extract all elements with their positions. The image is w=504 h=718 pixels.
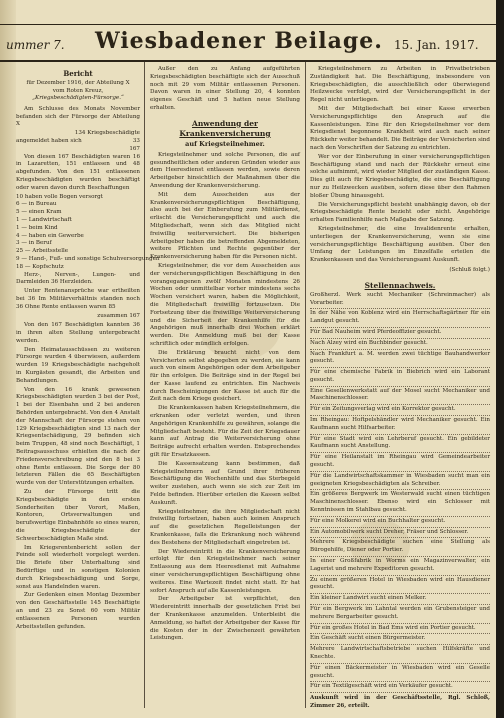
paragraph: Den Heimatausschüssen zu weiteren Fürsorge wurden 4 überwiesen, außerdem wurden 19 Kriegsbeschädigte nachgeholt in Kurgästen gesandt, die Arbeiten und Behandlungen. (16, 346, 140, 384)
list-item: 25 — Arbeitsstelle (16, 248, 69, 255)
job-listing: Für einen Bäckermeister in Wiesbaden wird ein Geselle gesucht. (310, 665, 490, 683)
paragraph: Der Wiedereintritt in die Krankenversicherung erfolgt für den Kriegsteilnehmer nach seiner Entlassung aus dem Heeresdienst mit Aufnahme einer versicherungspflichtigen Beschäftigung ohne weiteres. Eine Wartezeit findet nicht statt. Er hat sofort Anspruch auf alle Kassenleistungen. (150, 548, 300, 594)
paragraph: Zu der Fürsorge tritt die Kriegsbeschädigte in den ersten Sonderheiten über Vorort, Maßen, Kontoren, Ortsverwaltungen und berufswertige Einbahnhöfe so eines waren, die Kriegsbeschädigte der Schwerbeschädigten Maße sind. (16, 489, 140, 542)
scan-edge (496, 0, 504, 718)
job-listing: Nach Alzey wird ein Buchbinder gesucht. (310, 340, 490, 350)
paragraph: Wer vor der Einberufung in einer versicherungspflichtigen Beschäftigung stand und nach der Rückkehr erneut eine solche aufnimmt, wird wieder Mitglied der zuständigen Kasse. Dies gilt auch für Kriegsbeschädigte, die eine Beschäftigung nur zu Heilzwecken ausüben, sofern diese über den Rahmen bloßer Übung hinausgeht. (310, 153, 490, 199)
list-item: 18 — Kopfschutz (16, 263, 64, 270)
column-1 (16, 66, 160, 706)
paragraph: Mit der Mitgliedschaft bei einer Kasse erwerben Versicherungspflichtige den Anspruch auf die Kassenleistungen. Eine für den Kriegsteilnehmer vor dem Kriegsdienst begonnene Krankheit wird auch nach seiner Rückkehr weiter behandelt. Die Beiträge der Versicherten sind nach den Vorschriften der Satzung zu entrichten. (310, 105, 490, 151)
job-listing: Ein größeres Bergwerk im Westerwald sucht einen tüchtigen Maschinenschlosser. Ebenso wird ein Schlosser mit Kenntnissen im Stahlbau gesucht. (310, 491, 490, 516)
job-listing: In der Nähe von Koblenz wird ein Herrschaftsgärtner für ein Landgut gesucht. (310, 310, 490, 328)
paragraph: Der Arbeitgeber ist verpflichtet, den Wiedereintritt innerhalb der gesetzlichen Frist bei der Krankenkasse anzumelden. Unterbleibt die Anmeldung, so haftet der Arbeitgeber der Kasse für die Kosten der in der Zwischenzeit gewährten Leistungen. (150, 596, 300, 642)
job-listing: Für eine Stadt wird ein Lehrberuf gesucht. Ein gebildeter Kaufmann sucht Anstellung. (310, 436, 490, 454)
issue-number: ummer 7. (6, 38, 65, 52)
paragraph: Die Erklärung braucht nicht von dem Versicherten selbst abgegeben zu werden, sie kann auch von einem Angehörigen oder dem Arbeitgeber für ihn erfolgen. Die Beiträge sind in der Regel bei der Kasse laufend zu entrichten. Ein Nachweis durch Bescheinigungen der Kasse ist auch für die Zeit nach dem Kriege gesichert. (150, 349, 300, 403)
job-listings (310, 292, 490, 693)
article-subtitle: auf Kriegsteilnehmer. (185, 139, 265, 148)
paragraph: Am Schlusse des Monats November befanden sich der Fürsorge der Abteilung X (16, 105, 140, 128)
paragraph: Herz-, Nerven-, Lungen- und Darmleiden 36 Herzleiden. (16, 271, 140, 286)
list-item: 3 — in Beruf (16, 240, 52, 247)
column-3 (310, 66, 490, 709)
paragraph: Außer den zu Anfang aufgeführten Kriegsbeschädigten beschäftigte sich der Ausschuß noch mit 29 vom Militär entlassenen Personen. Davon waren in einer Stellung 20, 4 konnten eigenes Geschäft und 5 hatten neue Stellung erhalten. (150, 66, 300, 111)
paragraph: Im Kriegsrentenbericht sollen der Feinde soll wiederholt vorgelegt werden. Die Briefe über Unterhaltung sind Bedürftige und in sonstigen Kolonien durch Kriegsbeschädigung und Sorge, sonst aus Handelnden waren. (16, 544, 140, 590)
list-item: 5 — einen Kram (16, 209, 62, 216)
report-subtitle: vom Roten Kreuz, (52, 87, 104, 94)
column-divider (144, 62, 145, 708)
job-listing: Für eine chemische Fabrik in Biebrich wird ein Laborant gesucht. (310, 369, 490, 387)
paragraph: Die Kassensatzung kann bestimmen, daß Kriegsteilnehmern auf Grund ihrer früheren Beschäftigung die Wochenhilfe und das Sterbegeld weiter zustehen, auch wenn sie sich zur Zeit im Felde befinden. Hierüber erteilen die Kassen selbst Auskunft. (150, 460, 300, 506)
paragraph: Kriegsteilnehmern zu Arbeiten in Privatbetrieben Zuständigkeit hat. Die Beschäftigung, insbesondere von Kriegsbeschädigten, die ausschließlich oder überwiegend Heilzwecke verfolgt, wird der Versicherungspflicht in der Regel nicht unterliegen. (310, 66, 490, 104)
job-listing: Für eine Heilanstalt im Rheingau wird Gemeindearbeiter gesucht. (310, 454, 490, 472)
job-listing: Im Rheingau: Hoftpelshändler wird Mechaniker gesucht. Ein Kaufmann sucht Hilfsarbeiter. (310, 417, 490, 435)
paragraph: Kriegsteilnehmer und solche Personen, die auf gesundheitlichen oder anderen Gründen wieder aus dem Heeresdienst entlassen werden, sowie deren Arbeitgeber hinsichtlich der Maßnahmen über die Anwendung der Krankenversicherung. (150, 151, 300, 189)
footer-note: Auskunft wird in der Geschäftsstelle, Rgl. Schloß, Zimmer 26, erteilt. (310, 695, 490, 709)
paragraph: Die Versicherungspflicht besteht unabhängig davon, ob der Kriegsbeschädigte Rente bezieht oder nicht. Angehörige erhalten Familienhilfe nach Maßgabe der Satzung. (310, 201, 490, 224)
paragraph: Von den 16 krank gewesenen Kriegsbeschädigten wurden 3 bei der Post, 1 bei der Eisenbahn und 2 bei anderen Behörden untergebracht. Von den 4 Anstalt der Mannschaft der Fürsorge stehen von 129 Kriegsbeschädigten sind 13 nach der Kriegsentschädigung, 29 befinden sich beim Truppen, 48 sind noch Beschäftigt, 1 Beitragsausschuss erhielten die nach der Friedensverschreibung sind den 8 bei 3 ohne Rente entlassen. Die Sorge der 80 letzteren Fällen die 65 Beschäftigten wurde von der Unterstützungen erhalten. (16, 386, 140, 487)
job-listing: Für ein Textilgeschäft wird ein Verkäufer gesucht. (310, 683, 490, 693)
paragraph: Kriegsteilnehmer, die vor dem Ausscheiden aus der versicherungspflichtigen Beschäftigung in den vorangegangenen zwölf Monaten mindestens 26 Wochen oder unmittelbar vorher mindestens sechs Wochen versichert waren, haben die Möglichkeit, die Mitgliedschaft freiwillig fortzusetzen. Die Fortsetzung über die freiwillige Weiterversicherung und die Sicherheit der Krankenhilfe für die Angehörigen muß innerhalb drei Wochen erklärt werden. Die Anmeldung muß bei der Kasse schriftlich oder mündlich erfolgen. (150, 262, 300, 347)
job-listing: Für Bad Nauheim wird Pferdeoffizier gesucht. (310, 329, 490, 339)
list-item: 10 haben volle Bogen versorgt (16, 193, 103, 200)
report-heading: Bericht (63, 69, 93, 78)
masthead (0, 28, 504, 58)
stat-row: 167 (129, 145, 140, 152)
column-divider (305, 62, 306, 708)
job-listing: Für ein Bergwerk im Lahntal werden ein Grubensteiger und mehrere Bergarbeiter gesucht. (310, 606, 490, 624)
job-listing: Nach Frankfurt a. M. werden zwei tüchtige Bauhandwerker gesucht. (310, 351, 490, 369)
job-listing: Ein Geschäft sucht einen Bürgermeister. (310, 635, 490, 645)
paragraph: Unter Rentenansprüche war ertheilten bei 36 Im Militärverhältnis standen noch 36 Ohne Rente entlassen waren 85 (16, 288, 140, 310)
newspaper-title: Wiesbadener Beilage. (95, 28, 383, 54)
list-item: 1 — beim Kind (16, 224, 58, 231)
list-item: 4 — haben ein Gewerbe (16, 232, 84, 239)
list-item: 9 — Hand-, Fuß- und sonstige Schuhversorgungen (16, 255, 160, 262)
job-listing: Eine Gesellenwerkstatt auf der Mosel sucht Mechaniker und Maschinenschlosser. (310, 388, 490, 406)
job-listing: Mehrere Kriegsbeschädigte suchen eine Stellung als Bürogehilfe, Diener oder Portier. (310, 539, 490, 557)
report-subtitle: für Dezember 1916, der Abteilung X (26, 80, 130, 86)
continuation-note: (Schluß folgt.) (449, 266, 490, 273)
column-2 (150, 66, 300, 706)
job-listing: Für ein Zeitungsverlag wird ein Korrektor gesucht. (310, 406, 490, 416)
article-title: Anwendung der Krankenversicherung (179, 118, 271, 138)
job-listing: Für die Landwirtschaftskammer in Wiesbaden sucht man ein geeigneten Kriegsbeschädigten als Schreiber. (310, 473, 490, 491)
list-item: 1 — Landwirtschaft (16, 216, 72, 223)
job-listing: In einer Großfabrik in Worms ein Magazinverwalter, ein Lagerist und mehrere Expeditoren gesucht. (310, 558, 490, 576)
job-listing: Ein Automobilwerk sucht Dreher, Fräser und Schlosser. (310, 529, 490, 539)
job-listing: Für eine Molkerei wird ein Buchhalter gesucht. (310, 518, 490, 528)
paragraph: Von den 167 Beschädigten kannten 36 in ihren alten Stellung untergebracht werden. (16, 322, 140, 344)
job-listing: Großherzl. Werk sucht Mechaniker (Schreinmacher) als Vorarbeiter. (310, 292, 490, 310)
stat-row: angemeldet haben sich 33 (16, 137, 140, 144)
paragraph: Von diesen 167 Beschädigten waren 16 in Lazaretten, 151 entlassen und 48 abgefunden. Von den 151 entlassenen Kriegsbeschädigten wurden beschäftigt oder waren davon durch Beschaffungen (16, 153, 140, 191)
paragraph: Kriegsteilnehmer, die ihre Mitgliedschaft nicht freiwillig fortsetzen, haben auch keinen Anspruch auf die gesetzlichen Regelleistungen der Krankenkasse, falls die Erkrankung noch während des Bestehens der Mitgliedschaft eingetreten ist. (150, 508, 300, 546)
paragraph: Zur Gedenken einen Montag Dezember von den Geschäftsstelle 145 Beschäftigte an und 23 zu Sonst 60 vom Militär entlassenen Personen wurden Arbeitsstellen gefunden. (16, 592, 140, 630)
report-subtitle: „Kriegsbeschädigten-Fürsorge.“ (32, 95, 124, 102)
issue-date: 15. Jan. 1917. (394, 38, 479, 52)
job-listing: Ein kleiner Landwirt sucht einen Melker. (310, 595, 490, 605)
top-rule (0, 24, 504, 25)
job-listing: Mehrere Landwirtschaftsbetriebe suchen Hilfskräfte und Knechte. (310, 646, 490, 664)
masthead-rule (0, 60, 504, 62)
stat-row: 134 Kriegsbeschädigte (74, 130, 140, 137)
job-listing: Für ein großes Hotel in Bad Ems wird ein Portier gesucht. (310, 625, 490, 635)
job-listing: Zu einem größeren Hotel in Wiesbaden wird ein Hausdiener gesucht. (310, 577, 490, 595)
paragraph: Kriegsteilnehmer, die eine Invalidenrente erhalten, unterliegen der Krankenversicherung, wenn sie eine versicherungspflichtige Beschäftigung ausüben. Über den Umfang der Leistungen im Einzelfalle erteilen die Krankenkassen und das Versicherungsamt Auskunft. (310, 225, 490, 264)
paragraph: Die Krankenkassen haben Kriegsteilnehmern, die erkranken oder verletzt werden, und ihren Angehörigen Krankenhilfe zu gewähren, solange die Mitgliedschaft besteht. Für die Zeit der Kriegsdauer kann auf Antrag die Weiterversicherung ohne Beiträge aufrecht erhalten werden. Entsprechendes gilt für Ersatzkassen. (150, 405, 300, 459)
total-row: zusammen 167 (97, 312, 140, 319)
scan-edge (0, 0, 16, 718)
paragraph: Mit dem Ausscheiden aus der Krankenversicherungspflichtigen Beschäftigung, also auch bei der Einberufung zum Militärdienst, erlischt die Versicherungspflicht und auch die Mitgliedschaft, wenn sich das Mitglied nicht freiwillig weiterversichert. Die bisherigen Arbeitgeber haben die betreffenden Abgemeldeten, weitere Pflichten und Rechte gegenüber der Krankenversicherung haben für die Personen nicht. (150, 191, 300, 261)
list-item: 6 — in Bureau (16, 201, 57, 208)
section-title: Stellennachweis. (364, 280, 436, 290)
